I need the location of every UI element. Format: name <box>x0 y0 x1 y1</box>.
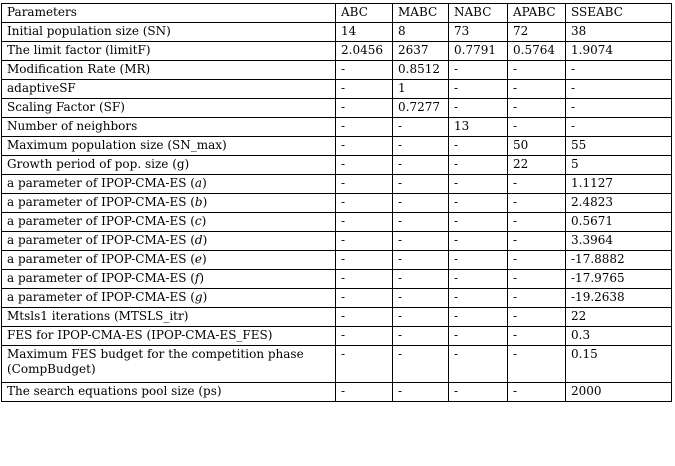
value-cell: 3.3964 <box>566 232 672 251</box>
parameter-variable: g <box>194 290 203 304</box>
table-row <box>2 289 672 308</box>
value-cell: - <box>393 346 449 383</box>
parameter-name-cell: Modification Rate (MR) <box>2 61 336 80</box>
value-cell: - <box>336 194 393 213</box>
value-cell: - <box>566 61 672 80</box>
value-cell: 55 <box>566 137 672 156</box>
value-cell: - <box>449 194 508 213</box>
parameter-name-prefix: a parameter of IPOP-CMA-ES ( <box>7 252 195 266</box>
value-cell: - <box>449 251 508 270</box>
value-cell: -17.9765 <box>566 270 672 289</box>
value-cell: - <box>393 194 449 213</box>
value-cell: - <box>393 137 449 156</box>
value-cell: - <box>449 308 508 327</box>
parameter-name-suffix: ) <box>202 290 208 304</box>
value-cell: - <box>566 118 672 137</box>
parameter-variable: c <box>194 214 202 228</box>
value-cell: - <box>336 346 393 383</box>
table-row <box>2 232 672 251</box>
parameter-name-prefix: a parameter of IPOP-CMA-ES ( <box>7 271 195 285</box>
value-cell: - <box>508 270 566 289</box>
table-row <box>2 194 672 213</box>
value-cell: 13 <box>449 118 508 137</box>
value-cell: - <box>393 383 449 402</box>
value-cell: -17.8882 <box>566 251 672 270</box>
value-cell: 8 <box>393 23 449 42</box>
value-cell: - <box>336 308 393 327</box>
value-cell: - <box>336 383 393 402</box>
table-row <box>2 42 672 61</box>
value-cell: 1 <box>393 80 449 99</box>
parameter-name-cell: The limit factor (limitF) <box>2 42 336 61</box>
value-cell: - <box>393 118 449 137</box>
value-cell: 1.1127 <box>566 175 672 194</box>
value-cell: - <box>336 251 393 270</box>
value-cell: -19.2638 <box>566 289 672 308</box>
header-cell: Parameters <box>2 4 336 23</box>
value-cell: - <box>508 327 566 346</box>
table-row <box>2 251 672 270</box>
parameters-table <box>1 3 672 402</box>
parameter-name-prefix: a parameter of IPOP-CMA-ES ( <box>7 290 195 304</box>
value-cell: 50 <box>508 137 566 156</box>
value-cell: - <box>508 61 566 80</box>
header-cell: NABC <box>449 4 508 23</box>
value-cell: - <box>336 175 393 194</box>
table-row <box>2 80 672 99</box>
value-cell: 0.5671 <box>566 213 672 232</box>
value-cell: 0.7277 <box>393 99 449 118</box>
value-cell: - <box>336 213 393 232</box>
value-cell: - <box>393 232 449 251</box>
header-cell: ABC <box>336 4 393 23</box>
value-cell: - <box>449 289 508 308</box>
parameter-variable: f <box>194 271 200 285</box>
table-row <box>2 118 672 137</box>
table-row <box>2 327 672 346</box>
parameter-name-suffix: ) <box>202 195 208 209</box>
parameter-name-suffix: ) <box>201 214 207 228</box>
value-cell: 22 <box>566 308 672 327</box>
value-cell: 5 <box>566 156 672 175</box>
value-cell: - <box>449 61 508 80</box>
value-cell: - <box>336 99 393 118</box>
parameter-name-cell <box>2 213 336 232</box>
value-cell: - <box>393 289 449 308</box>
value-cell: - <box>336 156 393 175</box>
header-cell: APABC <box>508 4 566 23</box>
value-cell: - <box>449 213 508 232</box>
value-cell: - <box>393 327 449 346</box>
table-row <box>2 23 672 42</box>
value-cell: - <box>508 175 566 194</box>
value-cell: 0.7791 <box>449 42 508 61</box>
value-cell: - <box>508 80 566 99</box>
value-cell: - <box>336 80 393 99</box>
parameter-name-cell: Scaling Factor (SF) <box>2 99 336 118</box>
parameter-variable: e <box>194 252 203 266</box>
value-cell: - <box>508 289 566 308</box>
value-cell: - <box>449 383 508 402</box>
value-cell: - <box>336 270 393 289</box>
value-cell: - <box>336 61 393 80</box>
parameter-name-cell: Maximum FES budget for the competition phase (CompBudget) <box>2 346 336 383</box>
value-cell: - <box>449 270 508 289</box>
table-row <box>2 270 672 289</box>
value-cell: - <box>508 213 566 232</box>
value-cell: 2000 <box>566 383 672 402</box>
value-cell: - <box>393 270 449 289</box>
parameter-name-cell: Initial population size (SN) <box>2 23 336 42</box>
header-cell: MABC <box>393 4 449 23</box>
value-cell: 2637 <box>393 42 449 61</box>
parameter-variable: b <box>194 195 203 209</box>
parameter-name-prefix: a parameter of IPOP-CMA-ES ( <box>7 233 195 247</box>
value-cell: 0.3 <box>566 327 672 346</box>
value-cell: - <box>336 327 393 346</box>
value-cell: 0.15 <box>566 346 672 383</box>
parameter-name-cell <box>2 289 336 308</box>
header-cell: SSEABC <box>566 4 672 23</box>
parameter-name-cell: Growth period of pop. size (g) <box>2 156 336 175</box>
parameter-name-cell <box>2 251 336 270</box>
table-row <box>2 61 672 80</box>
parameter-name-cell: adaptiveSF <box>2 80 336 99</box>
parameter-name-cell: The search equations pool size (ps) <box>2 383 336 402</box>
parameter-name-suffix: ) <box>202 176 207 190</box>
value-cell: - <box>449 156 508 175</box>
table-row <box>2 213 672 232</box>
parameter-name-cell <box>2 194 336 213</box>
parameter-variable: d <box>194 233 203 247</box>
value-cell: 0.5764 <box>508 42 566 61</box>
table-header-row <box>2 4 672 23</box>
value-cell: - <box>336 137 393 156</box>
value-cell: - <box>449 327 508 346</box>
value-cell: - <box>508 346 566 383</box>
value-cell: - <box>508 99 566 118</box>
parameter-name-suffix: ) <box>199 271 205 285</box>
value-cell: - <box>449 99 508 118</box>
value-cell: - <box>508 383 566 402</box>
value-cell: - <box>508 232 566 251</box>
table-row <box>2 383 672 402</box>
parameter-name-cell: Number of neighbors <box>2 118 336 137</box>
value-cell: - <box>449 232 508 251</box>
value-cell: - <box>336 118 393 137</box>
parameter-name-cell: Maximum population size (SN_max) <box>2 137 336 156</box>
value-cell: 2.0456 <box>336 42 393 61</box>
table-row <box>2 137 672 156</box>
parameter-name-cell <box>2 232 336 251</box>
table-row <box>2 99 672 118</box>
value-cell: 0.8512 <box>393 61 449 80</box>
parameter-name-cell: FES for IPOP-CMA-ES (IPOP-CMA-ES_FES) <box>2 327 336 346</box>
value-cell: - <box>336 289 393 308</box>
table-row <box>2 175 672 194</box>
value-cell: 14 <box>336 23 393 42</box>
parameter-name-prefix: a parameter of IPOP-CMA-ES ( <box>7 214 195 228</box>
value-cell: - <box>508 194 566 213</box>
table-row <box>2 156 672 175</box>
value-cell: - <box>566 80 672 99</box>
parameter-name-cell: Mtsls1 iterations (MTSLS_itr) <box>2 308 336 327</box>
value-cell: - <box>393 213 449 232</box>
value-cell: - <box>336 232 393 251</box>
table-row <box>2 308 672 327</box>
value-cell: - <box>393 251 449 270</box>
value-cell: 22 <box>508 156 566 175</box>
value-cell: - <box>449 80 508 99</box>
value-cell: - <box>393 156 449 175</box>
value-cell: 1.9074 <box>566 42 672 61</box>
value-cell: - <box>449 346 508 383</box>
value-cell: - <box>508 308 566 327</box>
parameter-name-suffix: ) <box>202 233 208 247</box>
parameter-name-suffix: ) <box>202 252 207 266</box>
value-cell: 2.4823 <box>566 194 672 213</box>
value-cell: - <box>449 137 508 156</box>
value-cell: - <box>393 175 449 194</box>
value-cell: - <box>508 251 566 270</box>
parameter-name-prefix: a parameter of IPOP-CMA-ES ( <box>7 195 195 209</box>
parameter-variable: a <box>194 176 203 190</box>
parameter-name-cell <box>2 270 336 289</box>
value-cell: - <box>449 175 508 194</box>
parameter-name-prefix: a parameter of IPOP-CMA-ES ( <box>7 176 195 190</box>
value-cell: - <box>393 308 449 327</box>
value-cell: 73 <box>449 23 508 42</box>
value-cell: - <box>566 99 672 118</box>
value-cell: - <box>508 118 566 137</box>
table-row <box>2 346 672 383</box>
value-cell: 72 <box>508 23 566 42</box>
value-cell: 38 <box>566 23 672 42</box>
parameter-name-cell <box>2 175 336 194</box>
